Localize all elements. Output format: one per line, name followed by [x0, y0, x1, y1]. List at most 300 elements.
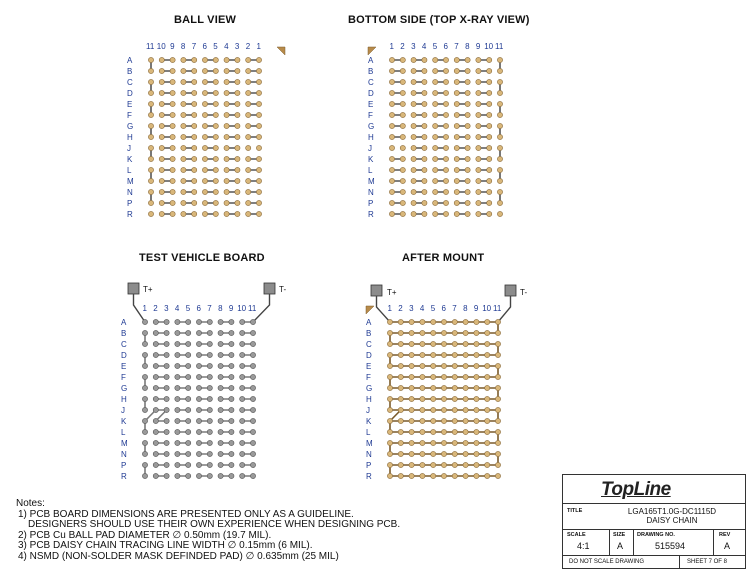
tv-pad [250, 418, 255, 423]
bs-pad [487, 211, 492, 216]
bs-pad [465, 200, 470, 205]
am-pad [441, 451, 446, 456]
bv-pad [148, 178, 153, 183]
bs-pad [465, 178, 470, 183]
bs-pad [465, 90, 470, 95]
bs-pad [389, 90, 394, 95]
tv-pad [207, 385, 212, 390]
am-pad [485, 352, 490, 357]
bs-pad [454, 200, 459, 205]
bs-pad [443, 90, 448, 95]
bs-pad [433, 134, 438, 139]
tv-pad [186, 396, 191, 401]
bv-pad [202, 178, 207, 183]
tv-pad [250, 341, 255, 346]
am-pad [463, 429, 468, 434]
tv-pad [229, 374, 234, 379]
bs-col-7: 7 [454, 42, 459, 51]
am-pad [463, 407, 468, 412]
bv-pad [235, 134, 240, 139]
tv-row-G: G [121, 384, 128, 393]
bs-pad [465, 79, 470, 84]
bs-pad [487, 68, 492, 73]
bv-pad [192, 68, 197, 73]
tv-pad [175, 352, 180, 357]
bs-pad [389, 57, 394, 62]
bs-row-K: K [368, 155, 374, 164]
bv-pad [235, 57, 240, 62]
bv-pad [235, 90, 240, 95]
bv-pad [192, 123, 197, 128]
tb-do-not-scale: DO NOT SCALE DRAWING [569, 559, 645, 565]
tv-pad [229, 407, 234, 412]
am-pad [441, 473, 446, 478]
bs-pad [411, 189, 416, 194]
bs-pad [443, 68, 448, 73]
am-row-R: R [366, 472, 372, 481]
am-pad [474, 407, 479, 412]
am-pad [463, 374, 468, 379]
tv-pad [142, 363, 147, 368]
bv-pad [213, 156, 218, 161]
bv-pad [202, 68, 207, 73]
bs-pad [476, 211, 481, 216]
bs-pad [465, 68, 470, 73]
am-pad [474, 385, 479, 390]
bs-pad [400, 123, 405, 128]
am-pad [409, 374, 414, 379]
am-pad [409, 341, 414, 346]
bs-pad [400, 211, 405, 216]
tv-pad [229, 352, 234, 357]
bv-pad [192, 90, 197, 95]
bv-pad [159, 134, 164, 139]
am-row-N: N [366, 450, 372, 459]
tv-pad [196, 473, 201, 478]
am-pad [387, 418, 392, 423]
bs-row-C: C [368, 78, 374, 87]
bs-pad [487, 189, 492, 194]
am-row-K: K [366, 417, 372, 426]
tv-pad [164, 341, 169, 346]
bv-row-G: G [127, 122, 134, 131]
tv-col-2: 2 [153, 304, 158, 313]
bs-pad [454, 101, 459, 106]
tb-sheet: SHEET 7 OF 8 [687, 559, 727, 565]
am-pad [420, 363, 425, 368]
bv-row-P: P [127, 199, 133, 208]
bs-col-11: 11 [495, 42, 504, 51]
note-line-1b: DESIGNERS SHOULD USE THEIR OWN EXPERIENCE WHEN DESIGNING PCB. [28, 519, 401, 531]
bs-pad [487, 145, 492, 150]
bv-pad [213, 134, 218, 139]
am-pad [441, 418, 446, 423]
bv-pad [224, 123, 229, 128]
tv-pad [175, 440, 180, 445]
tv-row-B: B [121, 329, 127, 338]
am-test-pad-plus [371, 285, 382, 296]
bv-pad [246, 79, 251, 84]
bv-pad [202, 79, 207, 84]
am-pad [485, 440, 490, 445]
tv-pad [164, 352, 169, 357]
am-pad [398, 374, 403, 379]
tv-pad [175, 341, 180, 346]
bs-pad [389, 200, 394, 205]
tv-pad [186, 418, 191, 423]
tv-pad [186, 330, 191, 335]
bs-pad [487, 112, 492, 117]
tv-pad [229, 341, 234, 346]
am-pad [463, 341, 468, 346]
bs-pad [487, 167, 492, 172]
tv-pad [207, 363, 212, 368]
am-pad [495, 352, 500, 357]
bs-pad [465, 189, 470, 194]
bs-pad [454, 57, 459, 62]
tv-row-M: M [121, 439, 128, 448]
bs-pad [433, 189, 438, 194]
am-pad [474, 440, 479, 445]
tv-pad [164, 330, 169, 335]
bv-pad [170, 189, 175, 194]
bs-pad [411, 68, 416, 73]
am-pad [431, 451, 436, 456]
bv-row-J: J [127, 144, 131, 153]
bs-row-L: L [368, 166, 373, 175]
am-pad [452, 440, 457, 445]
bs-pad [433, 211, 438, 216]
tv-pad [218, 330, 223, 335]
am-pad [474, 473, 479, 478]
tv-pad [250, 352, 255, 357]
am-pad [409, 440, 414, 445]
am-test-pad-minus [505, 285, 516, 296]
bv-row-A: A [127, 56, 133, 65]
bs-pad [400, 200, 405, 205]
bv-pad [159, 145, 164, 150]
bs-pad [400, 112, 405, 117]
am-pad [409, 319, 414, 324]
am-pad [420, 319, 425, 324]
tv-test-pad-minus [264, 283, 275, 294]
bs-pad [497, 112, 502, 117]
bs-pad [454, 112, 459, 117]
bs-pad [400, 68, 405, 73]
tv-pad [175, 429, 180, 434]
bv-pad [148, 123, 153, 128]
bv-pad [246, 145, 251, 150]
tv-pad [218, 341, 223, 346]
bs-pad [433, 68, 438, 73]
bv-pad [246, 101, 251, 106]
am-pad [463, 473, 468, 478]
am-pad [441, 462, 446, 467]
bs-pad [389, 134, 394, 139]
bs-pad [476, 101, 481, 106]
bv-pad [256, 167, 261, 172]
am-col-10: 10 [482, 304, 492, 313]
tv-pad [240, 462, 245, 467]
tv-pad [207, 330, 212, 335]
bv-row-N: N [127, 188, 133, 197]
bs-pad [411, 123, 416, 128]
notes-heading: Notes: [16, 498, 45, 509]
bs-pad [476, 145, 481, 150]
am-pad [420, 429, 425, 434]
tv-pad [240, 352, 245, 357]
bv-pad [170, 134, 175, 139]
tv-pad [164, 374, 169, 379]
bv-pad [170, 200, 175, 205]
am-pad [495, 363, 500, 368]
am-pad [387, 451, 392, 456]
am-pad [387, 374, 392, 379]
am-pad [431, 385, 436, 390]
am-pad [431, 418, 436, 423]
am-pad [409, 429, 414, 434]
am-pad [474, 374, 479, 379]
am-pad [485, 330, 490, 335]
tv-row-J: J [121, 406, 125, 415]
am-pad [474, 451, 479, 456]
am-pad [409, 451, 414, 456]
am-pad [495, 462, 500, 467]
am-pad [387, 396, 392, 401]
tv-pad [207, 462, 212, 467]
tv-pad [142, 473, 147, 478]
bs-pad [487, 178, 492, 183]
tv-pad [175, 473, 180, 478]
tv-tplus-label: T+ [143, 285, 153, 294]
am-col-1: 1 [387, 304, 392, 313]
tv-pad [196, 341, 201, 346]
bv-col-8: 8 [180, 42, 186, 51]
bs-col-1: 1 [389, 42, 394, 51]
bs-pad [497, 200, 502, 205]
bv-pad [202, 156, 207, 161]
tv-pad [229, 396, 234, 401]
tv-pad [218, 429, 223, 434]
bs-pad [422, 123, 427, 128]
bv-pad [202, 112, 207, 117]
tv-pad [218, 418, 223, 423]
bv-pad [246, 112, 251, 117]
bs-pad [487, 101, 492, 106]
bv-col-11: 11 [146, 42, 155, 51]
am-pad [441, 363, 446, 368]
am-pad [452, 473, 457, 478]
bv-col-7: 7 [191, 42, 197, 51]
bs-pad [389, 123, 394, 128]
bv-pad [192, 57, 197, 62]
bv-pad [192, 145, 197, 150]
title-bottom-side: BOTTOM SIDE (TOP X-RAY VIEW) [348, 14, 530, 26]
bv-pad [181, 167, 186, 172]
bv-pad [224, 156, 229, 161]
am-pad [420, 385, 425, 390]
bs-row-N: N [368, 188, 374, 197]
bv-row-L: L [127, 166, 132, 175]
tb-title-label: TITLE [567, 508, 583, 514]
bs-pad [443, 178, 448, 183]
bv-pad [148, 167, 153, 172]
bv-pad [256, 211, 261, 216]
bs-pad [497, 178, 502, 183]
bv-pad [148, 90, 153, 95]
am-pad [398, 319, 403, 324]
bs-pad [454, 178, 459, 183]
am-pad [387, 407, 392, 412]
tv-pad [186, 374, 191, 379]
bv-pad [235, 68, 240, 73]
tv-pad [229, 363, 234, 368]
tb-rev-label: REV [719, 532, 731, 538]
tv-pad [218, 407, 223, 412]
bs-pad [422, 112, 427, 117]
tv-pad [218, 363, 223, 368]
bs-col-2: 2 [400, 42, 405, 51]
tv-pad [142, 407, 147, 412]
bs-pad [411, 156, 416, 161]
am-pad [398, 363, 403, 368]
bs-pad [422, 167, 427, 172]
tv-pad [175, 385, 180, 390]
bv-pad [224, 134, 229, 139]
tv-pad [164, 462, 169, 467]
bv-col-5: 5 [213, 42, 218, 51]
am-pad [485, 473, 490, 478]
tv-col-11: 11 [248, 304, 257, 313]
tv-row-P: P [121, 461, 127, 470]
tv-col-1: 1 [142, 304, 147, 313]
bv-pad [159, 167, 164, 172]
tv-pad [186, 352, 191, 357]
am-pad [387, 440, 392, 445]
bs-pad [476, 68, 481, 73]
tv-pad [229, 473, 234, 478]
am-pad [495, 429, 500, 434]
am-pad [495, 451, 500, 456]
tv-pad [164, 407, 169, 412]
am-pad [474, 341, 479, 346]
bv-pad [159, 211, 164, 216]
tv-col-9: 9 [228, 304, 234, 313]
note-line-2: 2) PCB Cu BALL PAD DIAMETER ∅ 0.50mm (19.7 MIL). [18, 529, 272, 541]
tv-pad [207, 440, 212, 445]
am-pad [420, 440, 425, 445]
am-pad [420, 330, 425, 335]
bs-pad [497, 167, 502, 172]
bs-pad [487, 156, 492, 161]
notes-block [16, 499, 400, 563]
am-pad [431, 319, 436, 324]
tv-pad [250, 385, 255, 390]
tv-pad [218, 473, 223, 478]
am-pad [398, 462, 403, 467]
bs-col-5: 5 [432, 42, 438, 51]
am-pad [485, 385, 490, 390]
bv-pad [202, 167, 207, 172]
bv-row-K: K [127, 155, 133, 164]
am-col-11: 11 [493, 304, 502, 313]
bs-col-6: 6 [443, 42, 448, 51]
tv-pad [153, 451, 158, 456]
bv-pad [213, 200, 218, 205]
am-pad [431, 407, 436, 412]
bs-row-H: H [368, 133, 374, 142]
am-pad [495, 473, 500, 478]
tv-pad [153, 341, 158, 346]
bv-pad [235, 189, 240, 194]
bs-pad [454, 123, 459, 128]
tv-col-8: 8 [218, 304, 223, 313]
bs-pad [411, 200, 416, 205]
am-pad [409, 396, 414, 401]
bv-pad [224, 57, 229, 62]
bs-pad [433, 79, 438, 84]
tv-pad [186, 429, 191, 434]
bv-pad [235, 145, 240, 150]
am-pad [485, 363, 490, 368]
am-pad [463, 451, 468, 456]
bv-pad [256, 90, 261, 95]
bs-pad [487, 57, 492, 62]
am-row-P: P [366, 461, 372, 470]
bs-pad [465, 101, 470, 106]
bv-pad [256, 200, 261, 205]
tv-pad [186, 385, 191, 390]
am-pad [485, 429, 490, 434]
bs-pad [497, 189, 502, 194]
tv-pad [240, 363, 245, 368]
tv-pad [218, 451, 223, 456]
am-pad [409, 330, 414, 335]
bs-pad [422, 101, 427, 106]
bv-pad [213, 178, 218, 183]
bs-pad [465, 145, 470, 150]
tv-pad [186, 473, 191, 478]
am-tminus-label: T- [520, 288, 528, 297]
bs-pad [422, 189, 427, 194]
am-pad [387, 385, 392, 390]
tv-pad [250, 396, 255, 401]
bv-col-1: 1 [256, 42, 261, 51]
am-pad [441, 374, 446, 379]
tb-rev: A [724, 541, 731, 551]
bs-pad [497, 79, 502, 84]
bs-pad [422, 145, 427, 150]
tv-pad [229, 319, 234, 324]
am-pad [398, 473, 403, 478]
tv-pad [240, 374, 245, 379]
bv-pad [202, 134, 207, 139]
tv-pad [186, 440, 191, 445]
bs-pad [465, 57, 470, 62]
bv-pad [181, 134, 186, 139]
bs-pad [443, 200, 448, 205]
tv-pad [142, 341, 147, 346]
am-pad [452, 418, 457, 423]
bs-pad [454, 134, 459, 139]
bs-pad [400, 134, 405, 139]
bs-pad [411, 101, 416, 106]
tb-drawing-label: DRAWING NO. [637, 532, 675, 538]
bv-pad [235, 211, 240, 216]
bv-pad [213, 189, 218, 194]
bv-pad [181, 156, 186, 161]
bv-pad [246, 167, 251, 172]
